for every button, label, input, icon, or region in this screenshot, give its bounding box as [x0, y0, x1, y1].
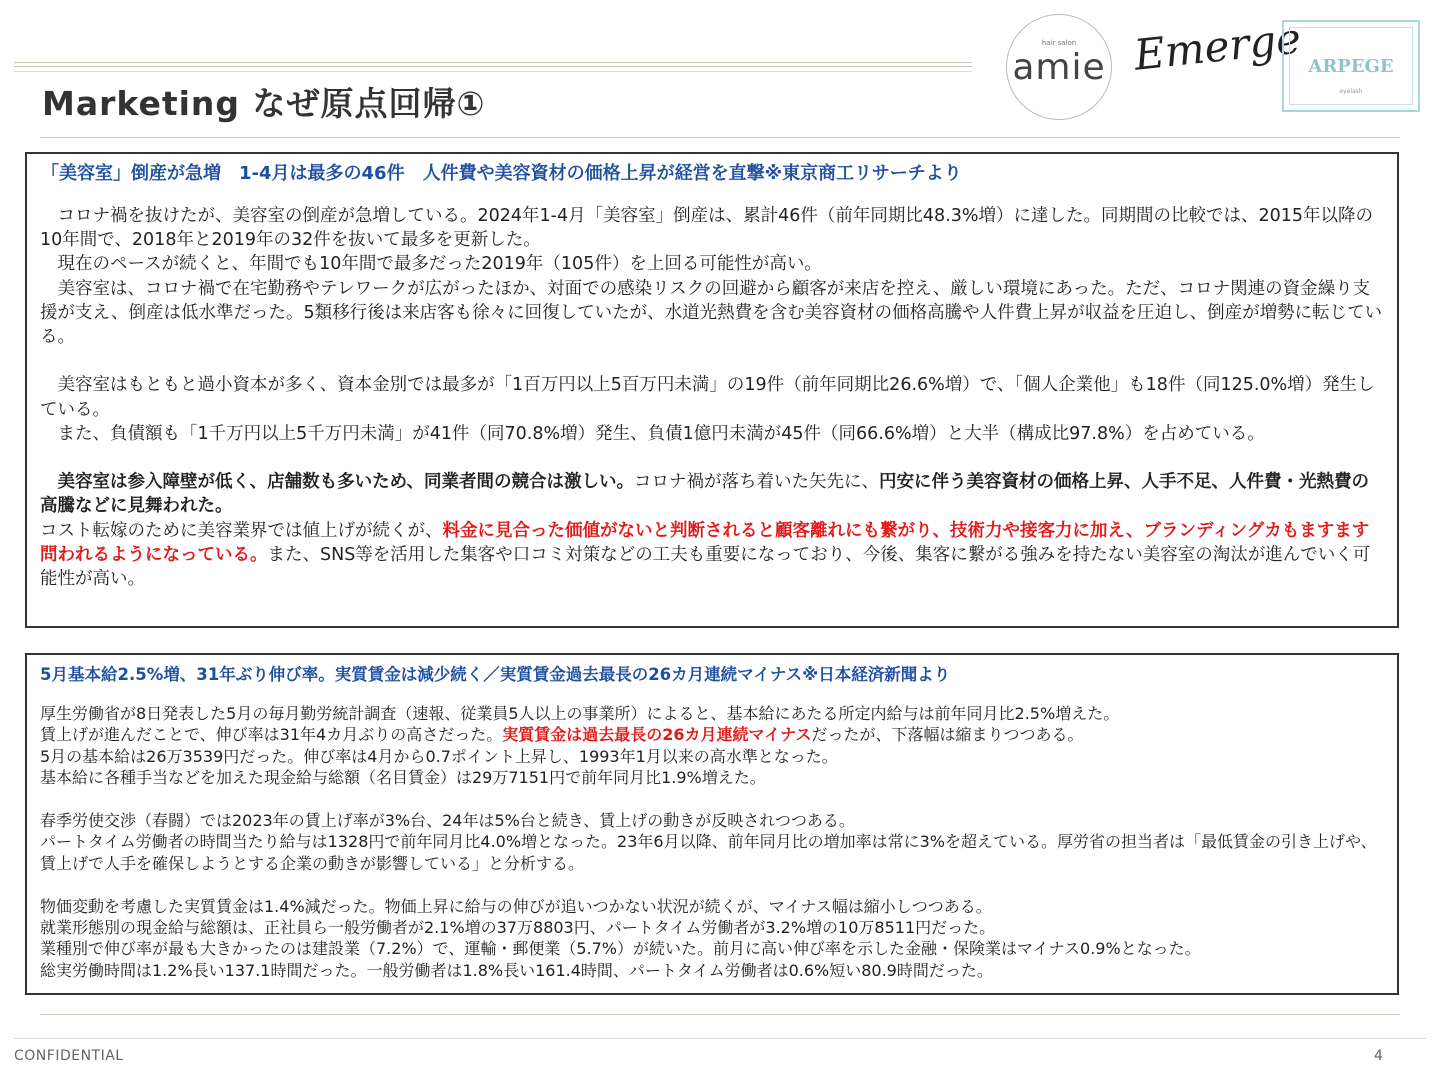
highlight-text: 実質賃金は過去最長の26カ月連続マイナス [502, 725, 812, 745]
amie-logo [1006, 14, 1112, 120]
paragraph: パートタイム労働者の時間当たり給与は1328円で前年同月比4.0%増となった。23年6月以降、前年同月比の増加率は常に3%を超えている。厚労省の担当者は「最低賃金の引き上げや、賃上げで人手を確保しようとする企業の動きが影響している」と分析する。 [40, 832, 1377, 873]
text: 賃上げが進んだことで、伸び率は31年4カ月ぶりの高さだった。 [40, 725, 503, 745]
paragraph: 5月の基本給は26万3539円だった。伸び率は4月から0.7ポイント上昇し、1993年1月以来の高水準となった。 [40, 746, 838, 766]
paragraph: 総実労働時間は1.2%長い137.1時間だった。一般労働者は1.8%長い161.4時間、パートタイム労働者は0.6%短い80.9時間だった。 [40, 960, 993, 980]
emerge-logo: Emerge [1131, 13, 1304, 80]
paragraph [40, 470, 1384, 518]
highlight-text: 料金に見合った価値がないと判断されると顧客離れにも繋がり、技術力や接客力に加え、ブランディングカもますます問われるようになっている。 [40, 520, 1370, 565]
paragraph: 美容室はもともと過小資本が多く、資本金別では最多が「1百万円以上5百万円未満」の19件（前年同期比26.6%増）で、「個人企業他」も18件（同125.0%増）発生している。 [40, 375, 1375, 420]
footer-rule-thin [14, 1038, 1426, 1039]
paragraph: コロナ禍を抜けたが、美容室の倒産が急増している。2024年1-4月「美容室」倒産は、累計46件（前年同期比48.3%増）に達した。同期間の比較では、2015年以降の10年間で、2018年と2019年の32件を抜いて最多を更新した。 [40, 206, 1374, 251]
amie-logo-tagline: hair salon [1041, 39, 1077, 47]
page-title: Marketing なぜ原点回帰① [42, 84, 486, 123]
paragraph: 就業形態別の現金給与総額は、正社員ら一般労働者が2.1%増の37万8803円、パートタイム労働者が3.2%増の10万8511円だった。 [40, 918, 996, 938]
confidential-label: CONFIDENTIAL [14, 1048, 124, 1064]
paragraph: 基本給に各種手当などを加えた現金給与総額（名目賃金）は29万7151円で前年同月比1.9%増えた。 [40, 768, 766, 788]
header-rule-bottom [40, 137, 1400, 138]
bold-text: 美容室は参入障壁が低く、店舗数も多いため、同業者間の競合は激しい。 [40, 472, 634, 493]
header-rule-top-thin [14, 71, 972, 72]
paragraph: 業種別で伸び率が最も大きかったのは建設業（7.2%）で、運輸・郵便業（5.7%）が続いた。前月に高い伸び率を示した金融・保険業はマイナス0.9%となった。 [40, 939, 1201, 959]
article-body [40, 703, 1384, 981]
header-rule-top [14, 62, 972, 67]
paragraph [40, 519, 1384, 592]
arpege-logo [1282, 20, 1420, 112]
text: コスト転嫁のために美容業界では値上げが続くが、 [40, 520, 443, 541]
paragraph: 春季労使交渉（春闘）では2023年の賃上げ率が3%台、24年は5%台と続き、賃上げの動きが反映されつつある。 [40, 811, 855, 831]
paragraph: 物価変動を考慮した実質賃金は1.4%減だった。物価上昇に給与の伸びが追いつかない状況が続くが、マイナス幅は縮小しつつある。 [40, 896, 992, 916]
arpege-logo-tagline: eyelash [1339, 88, 1363, 95]
page-number: 4 [1374, 1048, 1383, 1064]
article-body [40, 204, 1384, 591]
text: コロナ禍が落ち着いた矢先に、 [633, 472, 879, 493]
paragraph [40, 724, 1384, 745]
paragraph: 厚生労働省が8日発表した5月の毎月勤労統計調査（速報、従業員5人以上の事業所）によると、基本給にあたる所定内給与は前年同月比2.5%増えた。 [40, 704, 1120, 723]
article-box-salon-bankruptcy [25, 152, 1399, 628]
article-title: 5月基本給2.5%増、31年ぶり伸び率。実質賃金は減少続く／実質賃金過去最長の26カ月連続マイナス※日本経済新聞より [40, 665, 951, 684]
bold-text: 円安に伴う美容資材の価格上昇、人手不足、人件費・光熱費の高騰などに見舞われた。 [40, 472, 1369, 517]
article-box-wages [25, 653, 1399, 995]
paragraph: 美容室は、コロナ禍で在宅勤務やテレワークが広がったほか、対面での感染リスクの回避から顧客が来店を控え、厳しい環境にあった。ただ、コロナ関連の資金繰り支援が支え、倒産は低水準だった。5類移行後は来店客も徐々に回復していたが、水道光熱費を含む美容資材の価格高騰や人件費上昇が収益を圧迫し、倒産が増勢に転じている。 [40, 278, 1383, 348]
article-title: 「美容室」倒産が急増 1-4月は最多の46件 人件費や美容資材の価格上昇が経営を直撃※東京商工リサーチより [41, 163, 962, 184]
paragraph: 現在のペースが続くと、年間でも10年間で最多だった2019年（105件）を上回る可能性が高い。 [40, 254, 822, 275]
text: だったが、下落幅は縮まりつつある。 [811, 725, 1084, 745]
arpege-logo-text: ARPEGE [1308, 56, 1394, 77]
amie-logo-text: amie [1012, 47, 1106, 88]
text: また、SNS等を活用した集客や口コミ対策などの工夫も重要になっており、今後、集客に繋がる強みを持たない美容室の淘汰が進んでいく可能性が高い。 [40, 544, 1371, 590]
footer-rule [40, 1014, 1400, 1015]
paragraph: また、負債額も「1千万円以上5千万円未満」が41件（同70.8%増）発生、負債1億円未満が45件（同66.6%増）と大半（構成比97.8%）を占めている。 [40, 423, 1265, 444]
